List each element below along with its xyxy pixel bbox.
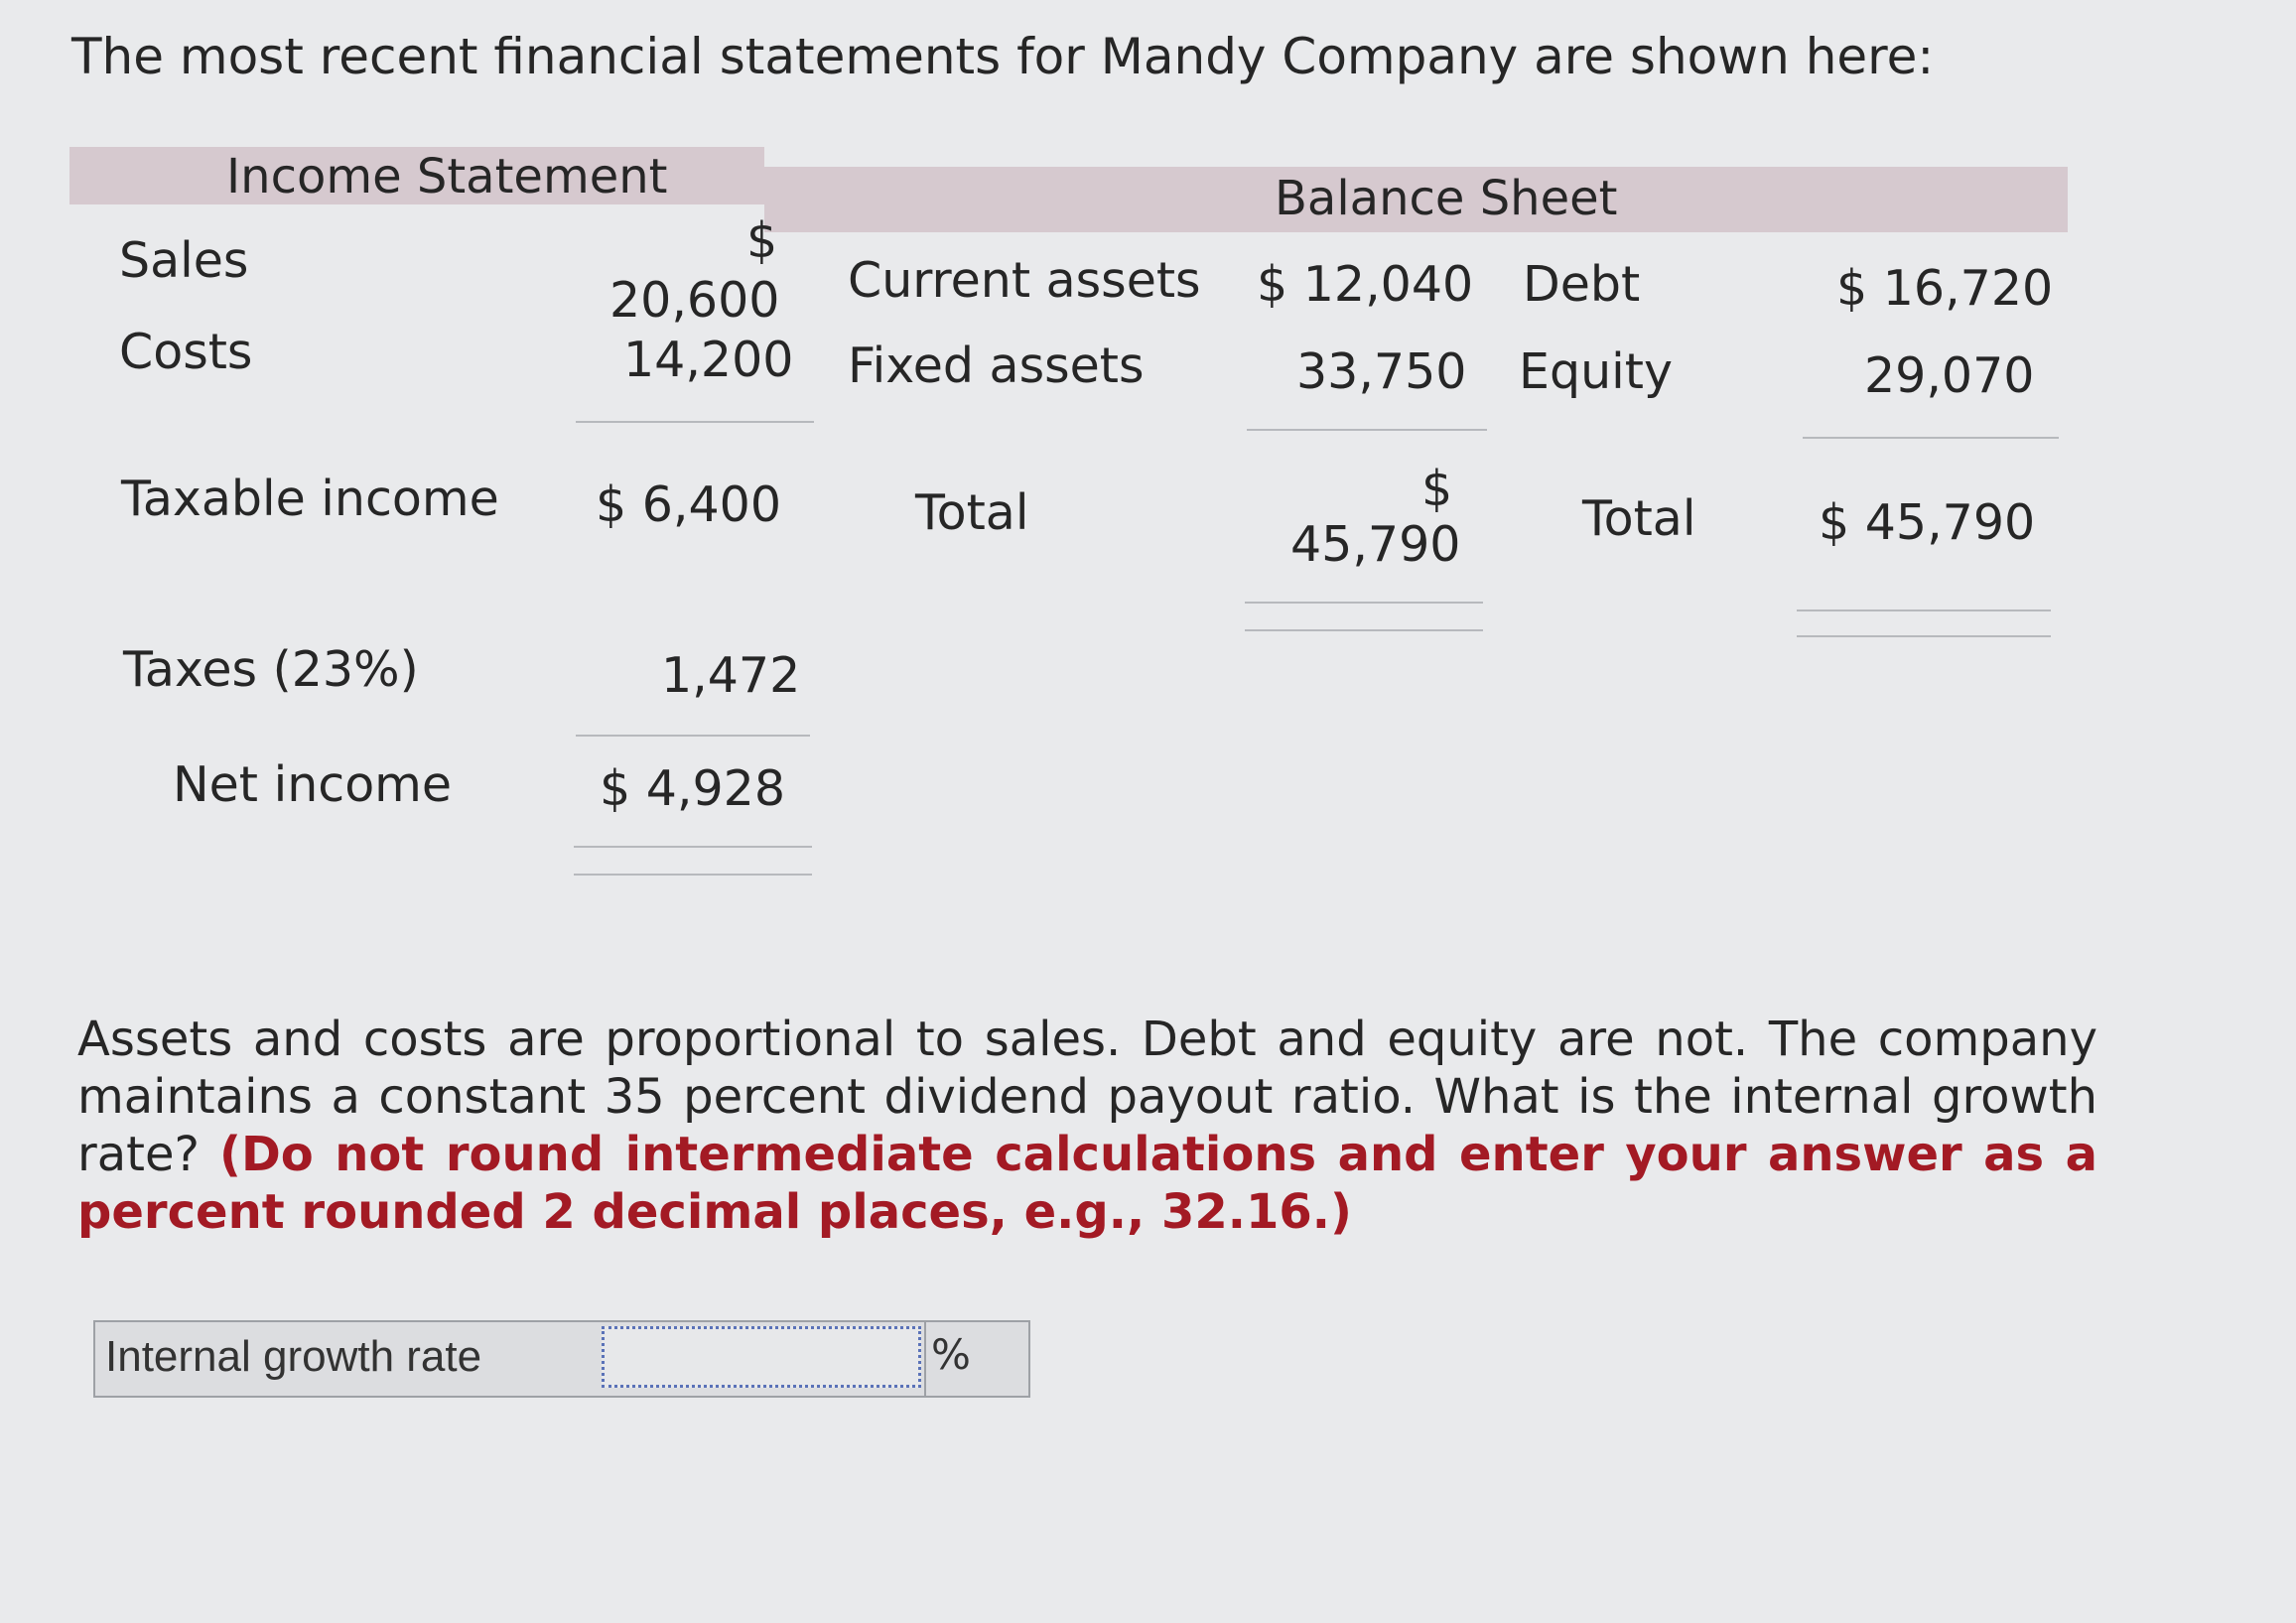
assets-total-double-underline-top xyxy=(1245,602,1483,604)
sales-currency: $ xyxy=(746,212,778,269)
assets-total-currency: $ xyxy=(1421,461,1453,517)
assets-total-value: 45,790 xyxy=(1290,516,1461,573)
internal-growth-rate-label: Internal growth rate xyxy=(105,1332,482,1381)
taxable-income-label: Taxable income xyxy=(121,471,499,527)
income-statement-header: Income Statement xyxy=(226,149,668,204)
equity-underline xyxy=(1803,437,2059,439)
costs-value: 14,200 xyxy=(623,332,794,388)
net-income-double-underline-top xyxy=(574,846,812,848)
costs-label: Costs xyxy=(119,324,253,380)
equity-value: 29,070 xyxy=(1864,347,2035,404)
sales-label: Sales xyxy=(119,232,249,289)
taxes-underline xyxy=(576,735,810,737)
liabilities-total-label: Total xyxy=(1582,490,1696,547)
assets-total-double-underline-bottom xyxy=(1245,629,1483,631)
taxes-value: 1,472 xyxy=(661,647,801,704)
liabilities-total-value: $ 45,790 xyxy=(1819,494,2036,551)
net-income-value: $ 4,928 xyxy=(600,760,786,817)
question-body: Assets and costs are proportional to sales. Debt and equity are not. The company maintains a constant 35 percent dividend payout ratio. What is the internal growth rate? xyxy=(77,1012,2097,1182)
net-income-label: Net income xyxy=(173,756,453,813)
costs-underline xyxy=(576,421,814,423)
fixed-assets-value: 33,750 xyxy=(1296,343,1467,400)
answer-row xyxy=(93,1320,1030,1398)
debt-label: Debt xyxy=(1523,256,1641,313)
fixed-assets-label: Fixed assets xyxy=(848,338,1145,394)
current-assets-label: Current assets xyxy=(848,252,1201,309)
debt-value: $ 16,720 xyxy=(1836,260,2054,317)
question-text xyxy=(77,1011,2097,1241)
internal-growth-rate-input[interactable] xyxy=(602,1326,921,1388)
net-income-double-underline-bottom xyxy=(574,874,812,876)
fixed-assets-underline xyxy=(1247,429,1487,431)
equity-label: Equity xyxy=(1519,343,1673,400)
question-instruction: (Do not round intermediate calculations and enter your answer as a percent rounded 2 decimal places, e.g., 32.16.) xyxy=(77,1127,2097,1240)
intro-text: The most recent financial statements for Mandy Company are shown here: xyxy=(71,28,1935,85)
percent-unit: % xyxy=(931,1330,971,1379)
taxable-income-value: $ 6,400 xyxy=(596,476,782,533)
sales-value: 20,600 xyxy=(609,272,780,329)
balance-sheet-header: Balance Sheet xyxy=(1275,171,1618,226)
liabilities-total-double-underline-bottom xyxy=(1797,635,2051,637)
taxes-label: Taxes (23%) xyxy=(123,641,419,698)
liabilities-total-double-underline-top xyxy=(1797,609,2051,611)
assets-total-label: Total xyxy=(915,484,1029,541)
answer-divider xyxy=(924,1322,926,1396)
current-assets-value: $ 12,040 xyxy=(1257,256,1474,313)
